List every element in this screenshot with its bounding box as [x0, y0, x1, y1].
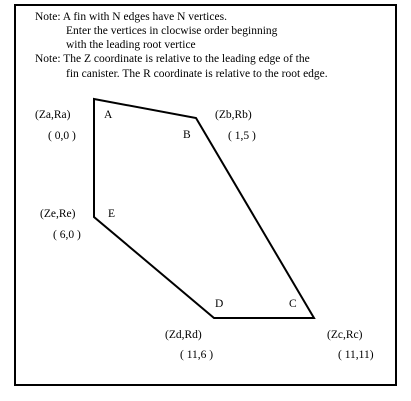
fin-outline	[94, 99, 314, 318]
coord-label-b: (Zb,Rb)	[215, 109, 252, 121]
note-line-1: Note: A fin with N edges have N vertices.	[35, 11, 227, 23]
vertex-letter-b: B	[183, 129, 191, 141]
vertex-letter-c: C	[289, 298, 297, 310]
coord-value-c: ( 11,11)	[338, 349, 374, 361]
coord-value-e: ( 6,0 )	[53, 229, 81, 241]
coord-label-e: (Ze,Re)	[40, 208, 76, 220]
coord-value-a: ( 0,0 )	[48, 130, 76, 142]
coord-label-a: (Za,Ra)	[35, 109, 71, 121]
vertex-letter-e: E	[108, 208, 116, 220]
note-line-5: fin canister. The R coordinate is relative to the root edge.	[66, 68, 328, 80]
coord-label-d: (Zd,Rd)	[165, 329, 202, 341]
vertex-letter-d: D	[215, 298, 224, 310]
coord-value-d: ( 11,6 )	[180, 349, 214, 361]
coord-label-c: (Zc,Rc)	[327, 329, 363, 341]
coord-value-b: ( 1,5 )	[228, 130, 256, 142]
note-line-4: Note: The Z coordinate is relative to the leading edge of the	[35, 53, 310, 65]
vertex-letter-a: A	[104, 109, 113, 121]
note-line-2: Enter the vertices in clocwise order beginning	[66, 25, 278, 37]
note-line-3: with the leading root vertice	[66, 39, 196, 51]
